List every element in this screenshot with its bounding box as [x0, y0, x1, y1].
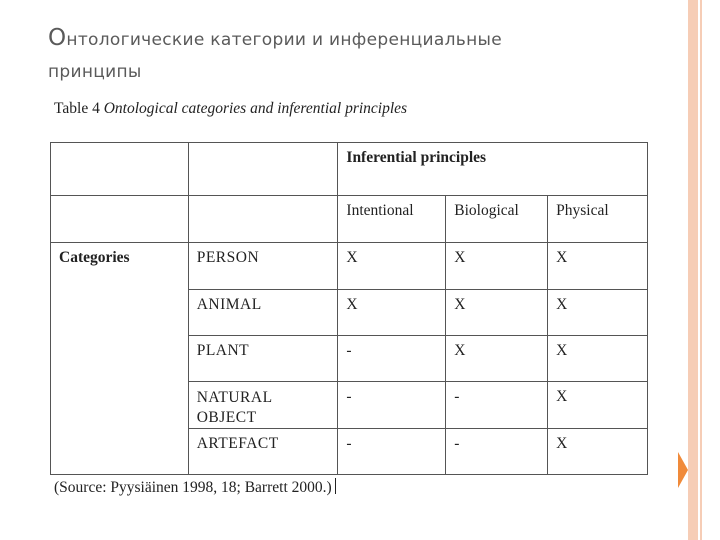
- slide-accent-arrow: [678, 452, 688, 488]
- group-header: Inferential principles: [338, 143, 648, 196]
- empty-cell: [51, 196, 189, 243]
- value-cell: X: [446, 243, 548, 290]
- column-header-intentional: Intentional: [338, 196, 446, 243]
- value-cell: X: [548, 429, 648, 475]
- table-caption: [54, 100, 407, 118]
- slide-title: [48, 22, 688, 88]
- column-header-physical: Physical: [548, 196, 648, 243]
- category-cell: PERSON: [188, 243, 338, 290]
- table-source-text: (Source: Pyysiäinen 1998, 18; Barrett 2000.): [54, 479, 332, 496]
- text-cursor: [335, 478, 336, 494]
- value-cell: X: [548, 290, 648, 336]
- table-caption-label: Table 4: [54, 100, 100, 117]
- category-cell: ANIMAL: [188, 290, 338, 336]
- value-cell: X: [338, 290, 446, 336]
- ontology-table: [50, 142, 648, 475]
- value-cell: -: [338, 336, 446, 382]
- column-header-biological: Biological: [446, 196, 548, 243]
- value-cell: -: [446, 382, 548, 429]
- value-cell: X: [548, 382, 648, 429]
- category-cell: ARTEFACT: [188, 429, 338, 475]
- value-cell: -: [338, 429, 446, 475]
- table-source: [54, 478, 336, 497]
- table-caption-text: Ontological categories and inferential principles: [103, 100, 408, 117]
- value-cell: X: [548, 336, 648, 382]
- slide-title-line1: нтологические категории и инференциальные: [66, 30, 502, 50]
- value-cell: X: [446, 290, 548, 336]
- category-cell: NATURAL OBJECT: [188, 382, 338, 429]
- value-cell: -: [338, 382, 446, 429]
- value-cell: X: [338, 243, 446, 290]
- slide-title-initial: О: [48, 25, 67, 51]
- rows-label: Categories: [51, 243, 189, 475]
- value-cell: X: [548, 243, 648, 290]
- category-cell: PLANT: [188, 336, 338, 382]
- value-cell: X: [446, 336, 548, 382]
- value-cell: -: [446, 429, 548, 475]
- empty-cell: [188, 143, 338, 196]
- table-row: [51, 143, 648, 196]
- empty-cell: [51, 143, 189, 196]
- table-row: [51, 243, 648, 290]
- decorative-border-line: [700, 0, 702, 540]
- empty-cell: [188, 196, 338, 243]
- table-row: [51, 196, 648, 243]
- slide-title-line2: принципы: [48, 62, 142, 82]
- decorative-border: [688, 0, 698, 540]
